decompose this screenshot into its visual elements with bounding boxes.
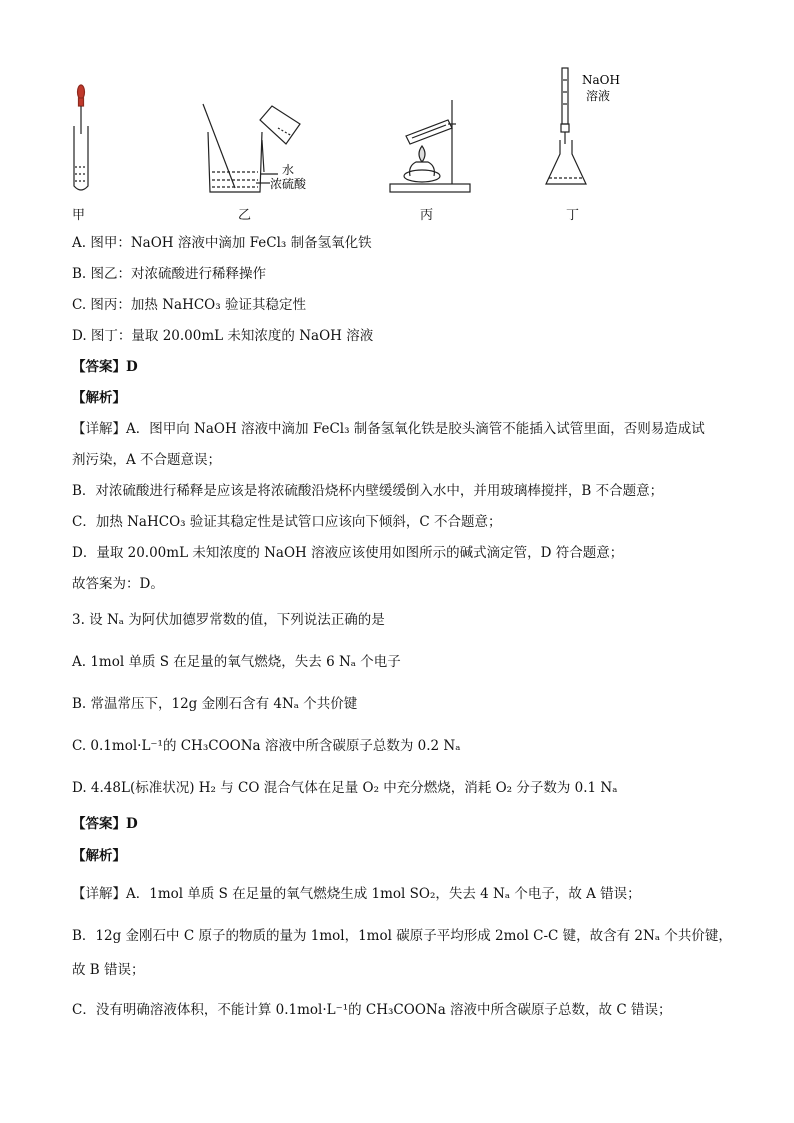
- q2-answer: 【答案】D: [72, 359, 138, 375]
- label-bing: 丙: [420, 208, 434, 223]
- annot-water: 水: [282, 163, 295, 177]
- dropper-test-tube: [74, 85, 88, 190]
- q3-detail-3: 故 B 错误；: [72, 962, 145, 978]
- q3-option-a: A. 1mol 单质 S 在足量的氧气燃烧，失去 6 Nₐ 个电子: [72, 654, 401, 670]
- q2-detail-1: 【详解】A．图甲向 NaOH 溶液中滴加 FeCl₃ 制备氢氧化铁是胶头滴管不能插入试管里面，否则易造成试: [72, 421, 705, 437]
- q3-detail-4: C．没有明确溶液体积，不能计算 0.1mol·L⁻¹的 CH₃COONa 溶液中所含碳原子总数，故 C 错误；: [72, 1002, 672, 1018]
- q2-analysis-heading: 【解析】: [72, 390, 126, 406]
- q3-analysis-heading: 【解析】: [72, 848, 126, 864]
- apparatus-figure: [60, 62, 620, 227]
- q2-detail-2: 剂污染，A 不合题意误；: [72, 452, 222, 468]
- q3-detail-2: B．12g 金刚石中 C 原子的物质的量为 1mol，1mol 碳原子平均形成 2mol C-C 键，故含有 2Nₐ 个共价键，: [72, 928, 732, 944]
- annot-solution: 溶液: [586, 89, 611, 103]
- q3-answer: 【答案】D: [72, 816, 138, 832]
- q2-option-d: D. 图丁：量取 20.00mL 未知浓度的 NaOH 溶液: [72, 328, 374, 344]
- heating-setup: [390, 100, 470, 192]
- apparatus-drawing: [60, 62, 620, 227]
- label-yi: 乙: [238, 208, 252, 223]
- q3-option-d: D. 4.48L(标准状况) H₂ 与 CO 混合气体在足量 O₂ 中充分燃烧，消耗 O₂ 分子数为 0.1 Nₐ: [72, 780, 618, 796]
- q2-option-b: B. 图乙：对浓硫酸进行稀释操作: [72, 266, 267, 282]
- q3-option-b: B. 常温常压下，12g 金刚石含有 4Nₐ 个共价键: [72, 696, 358, 712]
- burette-flask: [546, 68, 586, 184]
- q2-option-c: C. 图丙：加热 NaHCO₃ 验证其稳定性: [72, 297, 306, 313]
- annot-naoh: NaOH: [582, 73, 620, 87]
- label-ding: 丁: [566, 208, 580, 223]
- q2-conclusion: 故答案为：D。: [72, 576, 164, 592]
- q3-stem: 3. 设 Nₐ 为阿伏加德罗常数的值，下列说法正确的是: [72, 612, 385, 628]
- q3-option-c: C. 0.1mol·L⁻¹的 CH₃COONa 溶液中所含碳原子总数为 0.2 Nₐ: [72, 738, 461, 754]
- q2-detail-4: C．加热 NaHCO₃ 验证其稳定性是试管口应该向下倾斜，C 不合题意；: [72, 514, 502, 530]
- label-jia: 甲: [72, 208, 86, 223]
- q3-detail-1: 【详解】A．1mol 单质 S 在足量的氧气燃烧生成 1mol SO₂，失去 4 Nₐ 个电子，故 A 错误；: [72, 886, 641, 902]
- annot-acid: 浓硫酸: [270, 177, 307, 191]
- q2-detail-3: B．对浓硫酸进行稀释是应该是将浓硫酸沿烧杯内壁缓缓倒入水中，并用玻璃棒搅拌，B 不合题意；: [72, 483, 664, 499]
- q2-option-a: A. 图甲：NaOH 溶液中滴加 FeCl₃ 制备氢氧化铁: [72, 235, 372, 251]
- q2-detail-5: D．量取 20.00mL 未知浓度的 NaOH 溶液应该使用如图所示的碱式滴定管，D 符合题意；: [72, 545, 624, 561]
